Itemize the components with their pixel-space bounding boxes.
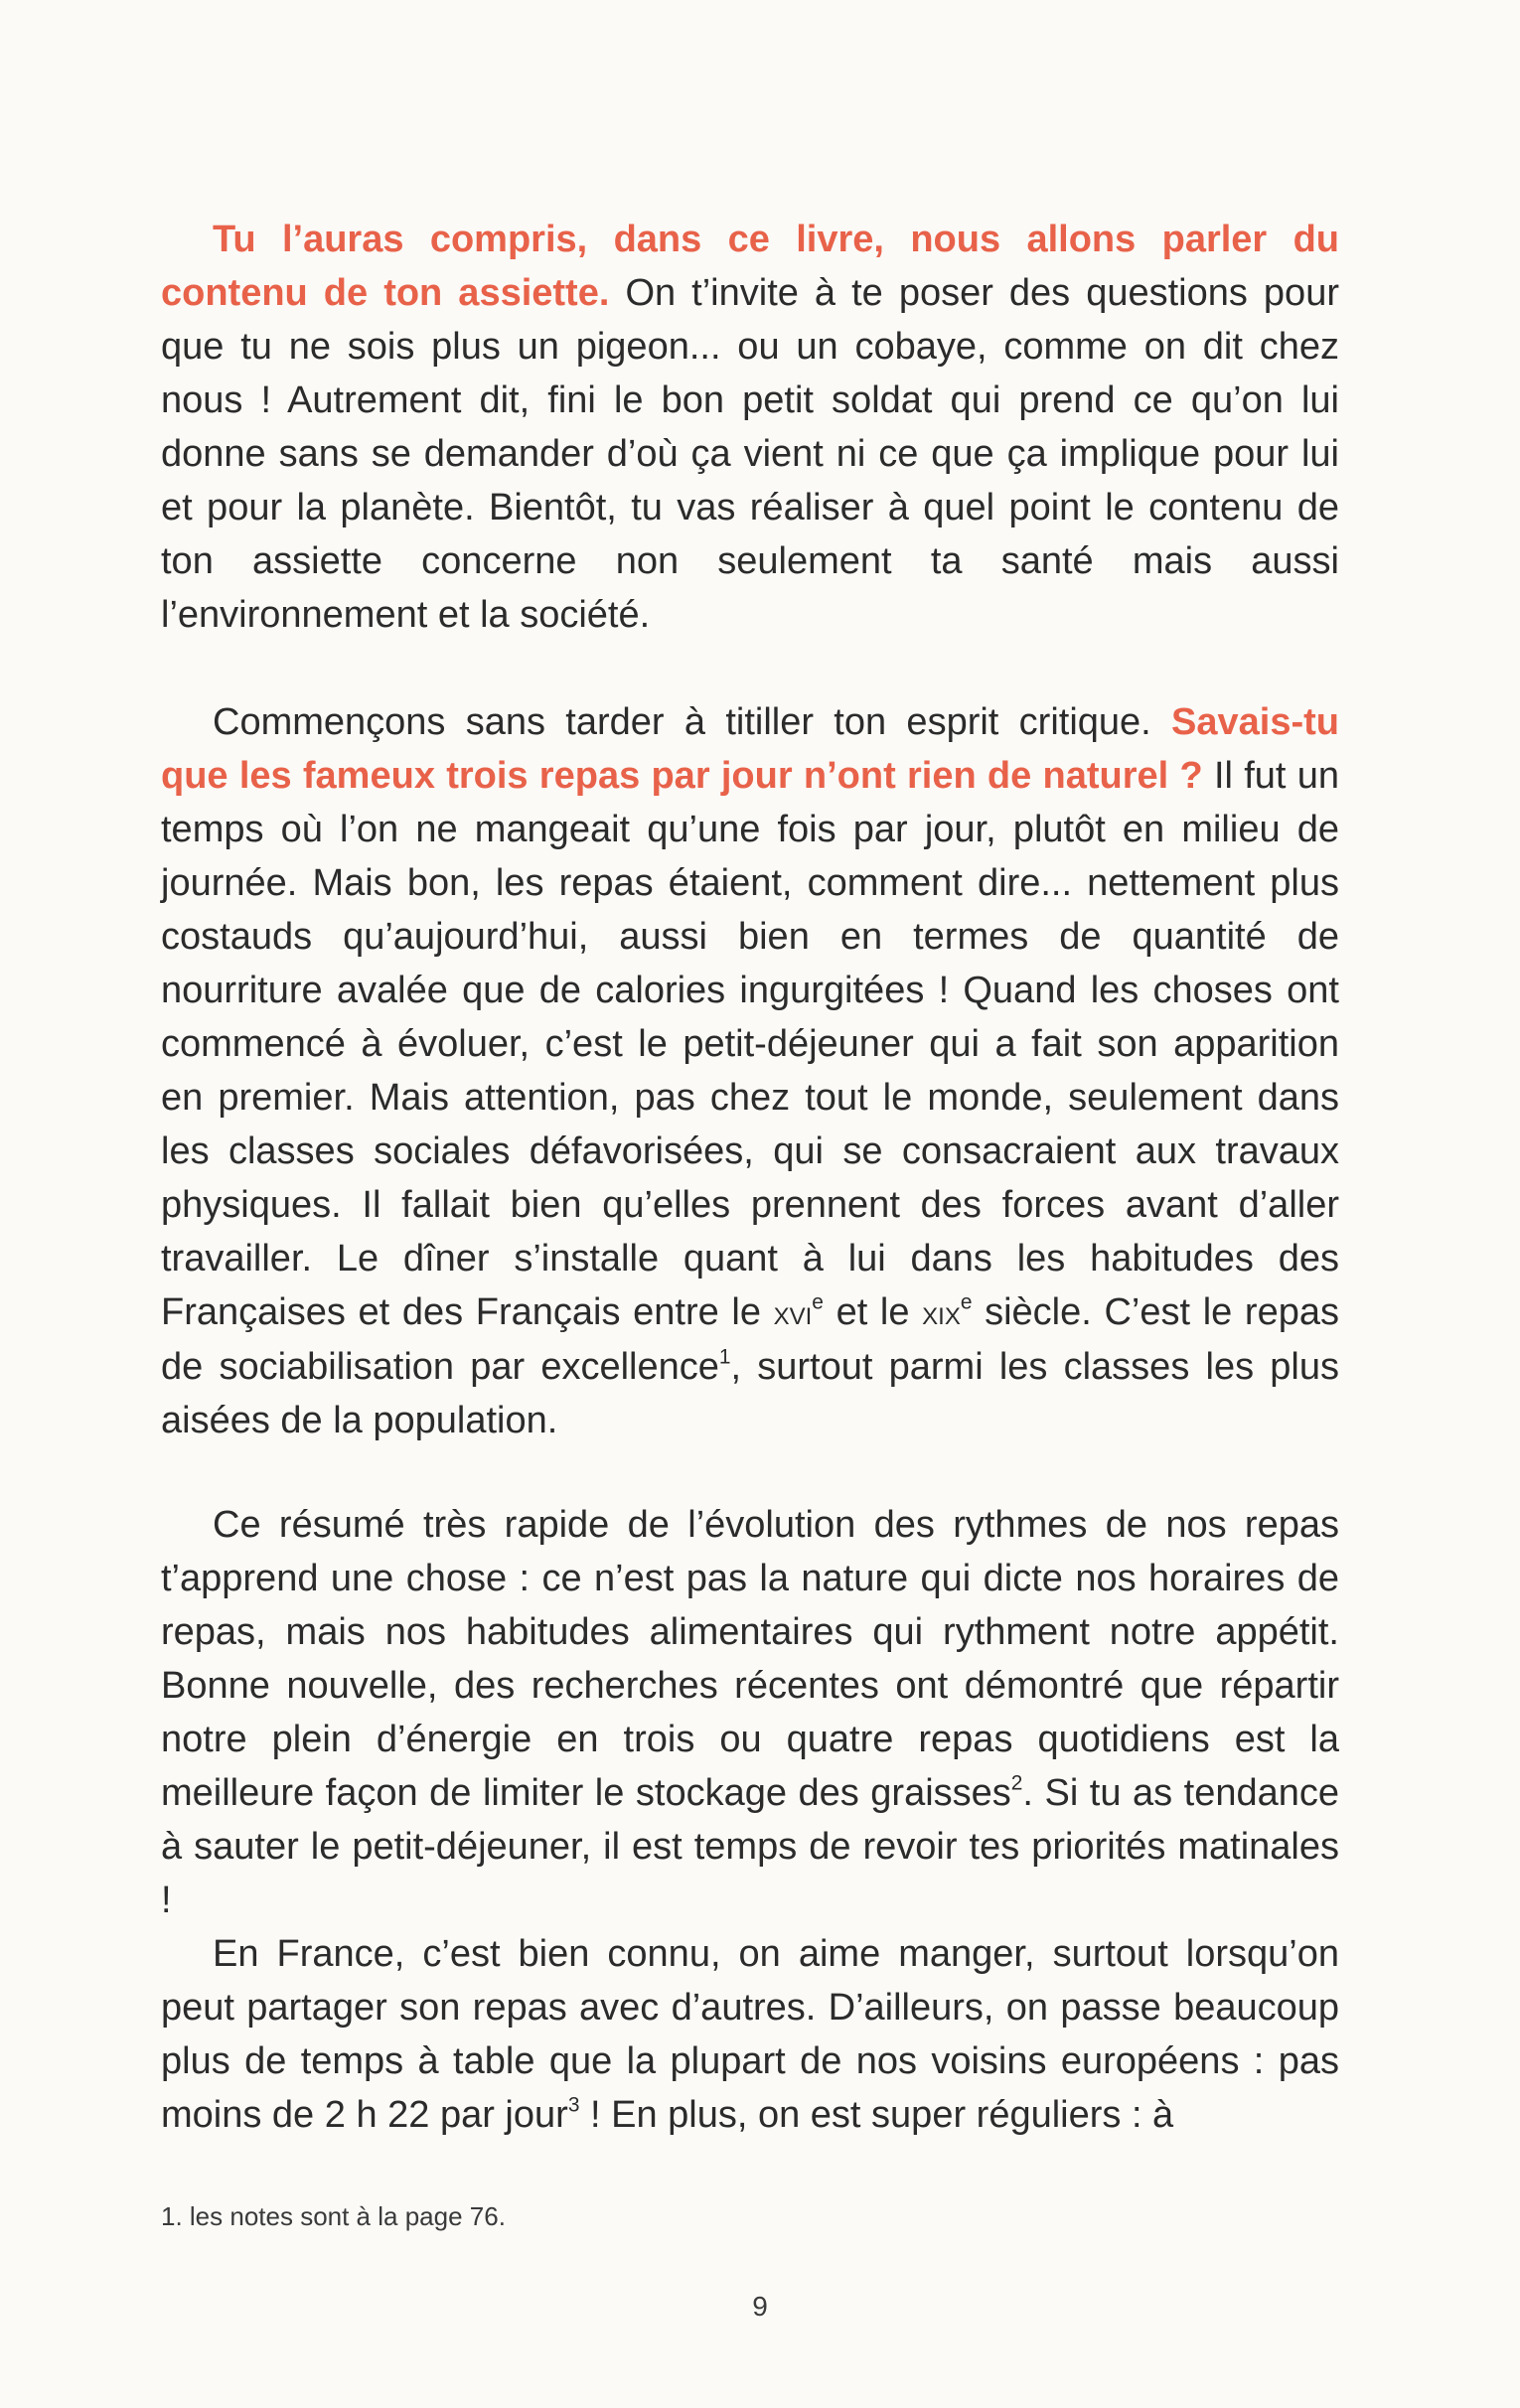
footnote-ref: 3 xyxy=(567,2093,580,2117)
paragraph-3 xyxy=(161,1498,1339,1927)
footnote: 1. les notes sont à la page 76. xyxy=(161,2201,506,2231)
footnote-ref: 2 xyxy=(1010,1771,1023,1795)
paragraph-2 xyxy=(161,695,1339,1447)
century-superscript: e xyxy=(812,1290,824,1314)
paragraph-text: Il fut un temps où l’on ne mangeait qu’une fois par jour, plutôt en milieu de journée. Mais bon, les repas étaient, comment dire... nettement plus costauds qu’aujourd’hui, aussi bien en termes de quantité de nourriture avalée que de calories ingurgitées ! Quand les choses ont commencé à évoluer, c’est le petit-déjeuner qui a fait son apparition en premier. Mais attention, pas chez tout le monde, seulement dans les classes sociales défavorisées, qui se consacraient aux travaux physiques. Il fallait bien qu’elles prennent des forces avant d’aller travailler. Le dîner s’installe quant à lui dans les habitudes des Françaises et des Français entre le xyxy=(161,755,1339,1333)
century-numeral: xix xyxy=(922,1293,961,1332)
paragraph-text: , surtout parmi les classes les plus aisées de la population. xyxy=(161,1346,1339,1441)
paragraph-text: siècle. C’est le repas de sociabilisation par excellence xyxy=(161,1291,1339,1388)
paragraph-4 xyxy=(161,1927,1339,2142)
highlighted-sentence: Tu l’auras compris, dans ce livre, nous allons parler du contenu de ton assiette. xyxy=(161,219,1339,314)
paragraph-text: On t’invite à te poser des questions pour que tu ne sois plus un pigeon... ou un cobaye, comme on dit chez nous ! Autrement dit, fini le bon petit soldat qui prend ce qu’on lui donne sans se demander d’où ça vient ni ce que ça implique pour lui et pour la planète. Bientôt, tu vas réaliser à quel point le contenu de ton assiette concerne non seulement ta santé mais aussi l’environnement et la société. xyxy=(161,272,1339,636)
century-superscript: e xyxy=(960,1290,973,1314)
paragraph-text: En France, c’est bien connu, on aime manger, surtout lorsqu’on peut partager son repas avec d’autres. D’ailleurs, on passe beaucoup plus de temps à table que la plupart de nos voisins européens : pas moins de 2 h 22 par jour xyxy=(161,1933,1339,2136)
page-number: 9 xyxy=(752,2291,768,2322)
paragraph-text: ! En plus, on est super réguliers : à xyxy=(579,2094,1174,2136)
paragraph-text: . Si tu as tendance à sauter le petit-déjeuner, il est temps de revoir tes priorités matinales ! xyxy=(161,1772,1340,1921)
highlighted-sentence: Savais-tu que les fameux trois repas par jour n’ont rien de naturel ? xyxy=(161,701,1339,797)
paragraph-text: Commençons sans tarder à titiller ton esprit critique. xyxy=(213,701,1172,743)
century-numeral: xvi xyxy=(773,1293,813,1332)
paragraph-text: et le xyxy=(823,1291,923,1333)
paragraph-text: Ce résumé très rapide de l’évolution des rythmes de nos repas t’apprend une chose : ce n’est pas la nature qui dicte nos horaires de repas, mais nos habitudes alimentaires qui rythment notre appétit. Bonne nouvelle, des recherches récentes ont démontré que répartir notre plein d’énergie en trois ou quatre repas quotidiens est la meilleure façon de limiter le stockage des graisses xyxy=(161,1504,1339,1814)
paragraph-1 xyxy=(161,213,1339,642)
footnote-ref: 1 xyxy=(718,1345,731,1369)
